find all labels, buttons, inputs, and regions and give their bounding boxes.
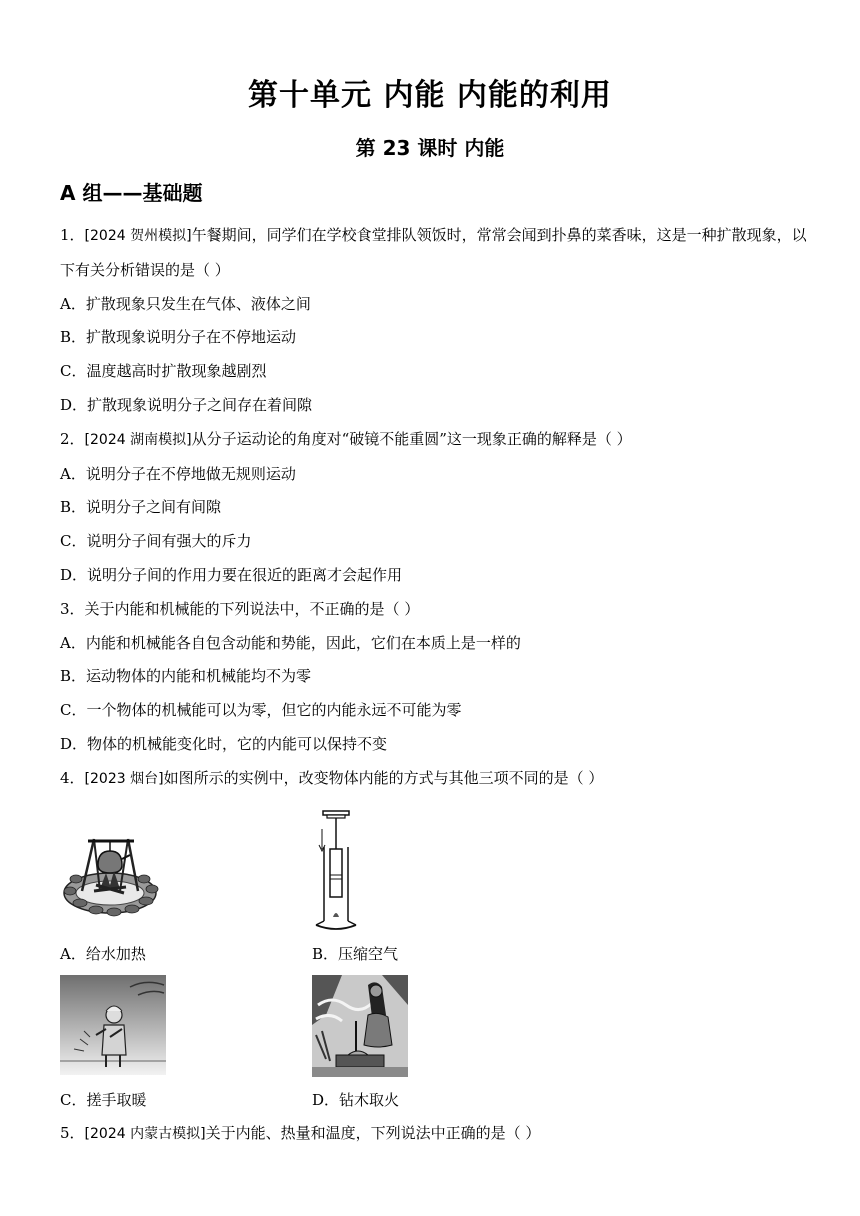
question-5	[60, 1117, 810, 1152]
figure-row-1	[60, 809, 810, 937]
option-c: C．一个物体的机械能可以为零，但它的内能永远不可能为零	[60, 701, 462, 720]
question-number: 3．	[60, 599, 85, 618]
question-number: 1．	[60, 226, 85, 244]
option-b: B．说明分子之间有间隙	[60, 498, 222, 517]
question-number: 5．	[60, 1123, 85, 1142]
question-stem	[60, 219, 810, 288]
question-text: 如图所示的实例中，改变物体内能的方式与其他三项不同的是（ ）	[163, 768, 604, 787]
question-source: [2024 贺州模拟]	[84, 228, 192, 244]
option-d: D．扩散现象说明分子之间存在着间隙	[60, 395, 313, 414]
question-2	[60, 423, 810, 593]
figure-caption-d: D．钻木取火	[312, 1090, 400, 1109]
question-list	[60, 219, 810, 1151]
caption-row-2	[60, 1083, 810, 1117]
drilling-wood-fire-figure	[312, 975, 408, 1077]
question-source: [2023 烟台]	[84, 770, 164, 787]
rubbing-hands-figure	[60, 975, 166, 1075]
question-text: 关于内能、热量和温度，下列说法中正确的是（ ）	[205, 1123, 541, 1142]
option-c: C．说明分子间有强大的斥力	[60, 532, 252, 551]
question-text: 关于内能和机械能的下列说法中，不正确的是（ ）	[84, 599, 420, 618]
caption-row-1	[60, 937, 810, 971]
option-a: A．说明分子在不停地做无规则运动	[60, 464, 296, 483]
lesson-subtitle: 第 23 课时 内能	[355, 136, 505, 160]
question-number: 2．	[60, 429, 85, 448]
option-a: A．内能和机械能各自包含动能和势能，因此，它们在本质上是一样的	[60, 633, 521, 652]
question-stem	[60, 423, 810, 458]
figure-caption-a: A．给水加热	[60, 944, 146, 963]
air-compression-figure	[312, 809, 372, 937]
question-text: 午餐期间，同学们在学校食堂排队领饭时，常常会闻到扑鼻的菜香味，这是一种扩散现象，以下有关分析错误的是（ ）	[60, 226, 807, 279]
page-title: 第十单元 内能 内能的利用	[248, 78, 612, 113]
question-stem	[60, 762, 810, 797]
group-heading: A 组——基础题	[60, 181, 203, 205]
question-3	[60, 593, 810, 762]
option-d: D．说明分子间的作用力要在很近的距离才会起作用	[60, 565, 403, 584]
figure-caption-c: C．搓手取暖	[60, 1090, 147, 1109]
question-source: [2024 内蒙古模拟]	[84, 1125, 206, 1142]
option-c: C．温度越高时扩散现象越剧烈	[60, 362, 267, 381]
figure-row-2	[60, 975, 810, 1083]
option-a: A．扩散现象只发生在气体、液体之间	[60, 294, 311, 313]
option-b: B．扩散现象说明分子在不停地运动	[60, 328, 297, 347]
question-source: [2024 湖南模拟]	[84, 431, 192, 448]
question-stem	[60, 1117, 810, 1152]
option-d: D．物体的机械能变化时，它的内能可以保持不变	[60, 734, 388, 753]
question-stem	[60, 593, 810, 627]
question-4	[60, 762, 810, 1117]
question-1	[60, 219, 810, 423]
option-b: B．运动物体的内能和机械能均不为零	[60, 667, 312, 686]
question-text: 从分子运动论的角度对“破镜不能重圆”这一现象正确的解释是（ ）	[191, 429, 632, 448]
question-number: 4．	[60, 768, 85, 787]
figure-caption-b: B．压缩空气	[312, 944, 399, 963]
campfire-kettle-figure	[60, 829, 160, 921]
